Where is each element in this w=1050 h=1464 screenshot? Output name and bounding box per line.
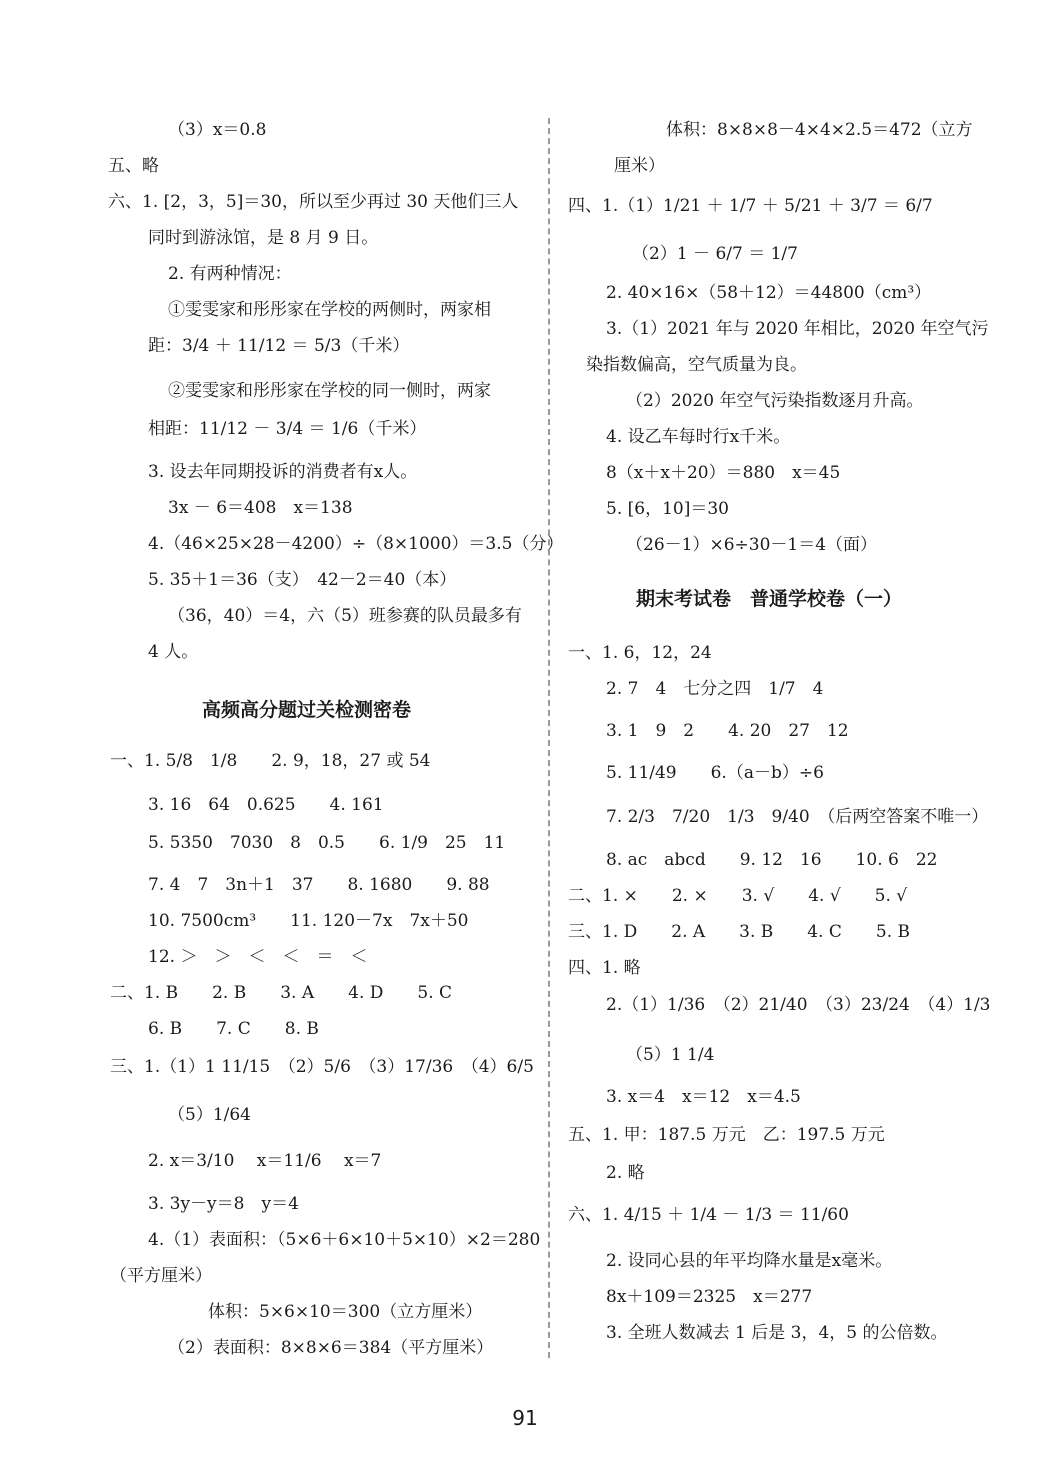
answer-line: 2. 7 4 七分之四 1/7 4: [606, 679, 824, 699]
answer-line: 3. 1 9 2 4. 20 27 12: [606, 721, 849, 741]
answer-line: ②雯雯家和彤彤家在学校的同一侧时，两家: [168, 381, 491, 401]
answer-line: （5）1 1/4: [626, 1045, 715, 1065]
answer-line: 4 人。: [148, 642, 199, 662]
answer-line: 三、1.（1）1 11/15 （2）5/6 （3）17/36 （4）6/5: [110, 1057, 534, 1077]
answer-line: （3）x＝0.8: [168, 120, 267, 140]
answer-line: 一、1. 5/8 1/8 2. 9，18，27 或 54: [110, 751, 431, 771]
answer-line: 体积：5×6×10＝300（立方厘米）: [208, 1302, 483, 1322]
answer-line: 五、略: [108, 156, 159, 176]
answer-line: （2）2020 年空气污染指数逐月升高。: [626, 391, 924, 411]
answer-line: （26－1）×6÷30－1＝4（面）: [626, 535, 878, 555]
answer-line: 5. 11/49 6.（a－b）÷6: [606, 763, 824, 783]
answer-line: 四、1.（1）1/21 ＋ 1/7 ＋ 5/21 ＋ 3/7 ＝ 6/7: [568, 196, 933, 216]
answer-line: 2. 略: [606, 1163, 645, 1183]
answer-line: 4.（1）表面积：（5×6＋6×10＋5×10）×2＝280: [148, 1230, 541, 1250]
answer-line: 3. 全班人数减去 1 后是 3，4，5 的公倍数。: [606, 1323, 948, 1343]
answer-line: 4. 设乙车每时行x千米。: [606, 427, 791, 447]
answer-line: 3. 设去年同期投诉的消费者有x人。: [148, 462, 418, 482]
answer-line: （平方厘米）: [110, 1266, 212, 1286]
answer-line: 厘米）: [614, 156, 665, 176]
answer-line: ①雯雯家和彤彤家在学校的两侧时，两家相: [168, 300, 491, 320]
answer-line: 5. 35＋1＝36（支） 42－2＝40（本）: [148, 570, 457, 590]
column-divider: [548, 118, 550, 1358]
answer-line: 3.（1）2021 年与 2020 年相比，2020 年空气污: [606, 319, 989, 339]
answer-line: 10. 7500cm³ 11. 120－7x 7x＋50: [148, 911, 469, 931]
answer-line: 2. 设同心县的年平均降水量是x毫米。: [606, 1251, 893, 1271]
answer-line: 3x － 6＝408 x＝138: [168, 498, 353, 518]
answer-line: （2）表面积：8×8×6＝384（平方厘米）: [168, 1338, 494, 1358]
answer-line: 5. [6，10]＝30: [606, 499, 729, 519]
answer-line: 3. 16 64 0.625 4. 161: [148, 795, 384, 815]
answer-line: 2. x＝3/10 x＝11/6 x＝7: [148, 1151, 382, 1171]
answer-line: 7. 4 7 3n＋1 37 8. 1680 9. 88: [148, 875, 490, 895]
answer-line: 二、1. B 2. B 3. A 4. D 5. C: [110, 983, 453, 1003]
answer-line: 12. ＞ ＞ ＜ ＜ ＝ ＜: [148, 947, 368, 967]
answer-line: （36，40）＝4，六（5）班参赛的队员最多有: [168, 606, 522, 626]
answer-line: 同时到游泳馆，是 8 月 9 日。: [148, 228, 379, 248]
answer-line: 4.（46×25×28－4200）÷（8×1000）＝3.5（分）: [148, 534, 564, 554]
answer-line: 体积：8×8×8－4×4×2.5＝472（立方: [666, 120, 973, 140]
answer-line: 3. 3y－y＝8 y＝4: [148, 1194, 299, 1214]
answer-line: 三、1. D 2. A 3. B 4. C 5. B: [568, 922, 911, 942]
answer-line: 8（x＋x＋20）＝880 x＝45: [606, 463, 841, 483]
answer-line: 8x＋109＝2325 x＝277: [606, 1287, 813, 1307]
answer-line: （2）1 － 6/7 ＝ 1/7: [632, 244, 798, 264]
answer-line: 四、1. 略: [568, 958, 641, 978]
page-number: 91: [512, 1406, 538, 1430]
answer-line: 六、1. 4/15 ＋ 1/4 － 1/3 ＝ 11/60: [568, 1205, 849, 1225]
answer-line: 相距：11/12 － 3/4 ＝ 1/6（千米）: [148, 419, 427, 439]
answer-line: 六、1. [2，3，5]＝30，所以至少再过 30 天他们三人: [108, 192, 519, 212]
section-heading-right: 期末考试卷 普通学校卷（一）: [636, 588, 903, 610]
answer-line: 5. 5350 7030 8 0.5 6. 1/9 25 11: [148, 833, 506, 853]
answer-line: 8. ac abcd 9. 12 16 10. 6 22: [606, 850, 938, 870]
answer-line: 染指数偏高，空气质量为良。: [586, 355, 807, 375]
answer-line: 2.（1）1/36 （2）21/40 （3）23/24 （4）1/3: [606, 995, 991, 1015]
answer-line: 3. x＝4 x＝12 x＝4.5: [606, 1087, 801, 1107]
answer-line: 二、1. × 2. × 3. √ 4. √ 5. √: [568, 886, 908, 906]
answer-line: （5）1/64: [168, 1105, 251, 1125]
section-heading-left: 高频高分题过关检测密卷: [202, 699, 412, 721]
answer-line: 2. 有两种情况：: [168, 264, 292, 284]
answer-line: 距：3/4 ＋ 11/12 ＝ 5/3（千米）: [148, 336, 410, 356]
answer-line: 一、1. 6，12，24: [568, 643, 712, 663]
answer-line: 7. 2/3 7/20 1/3 9/40 （后两空答案不唯一）: [606, 807, 989, 827]
answer-line: 6. B 7. C 8. B: [148, 1019, 319, 1039]
answer-line: 五、1. 甲：187.5 万元 乙：197.5 万元: [568, 1125, 885, 1145]
answer-line: 2. 40×16×（58＋12）＝44800（cm³）: [606, 283, 932, 303]
